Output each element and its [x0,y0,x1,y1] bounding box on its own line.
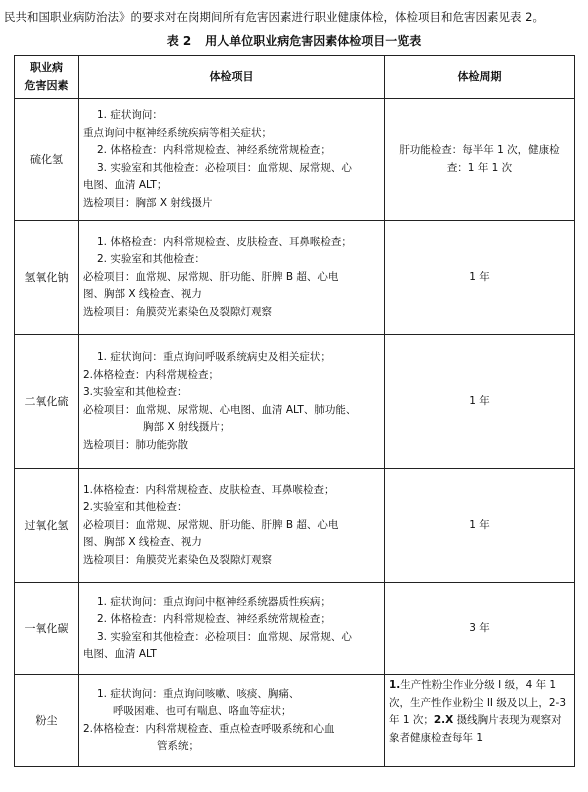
item-line: 2. 实验室和其他检查： [97,253,205,266]
item-line: 重点询问中枢神经系统疾病等相关症状； [83,126,272,139]
item-line: 1. 症状询问：重点询问中枢神经系统器质性疾病； [97,595,331,608]
header-factor-line1: 职业病 [30,61,63,74]
exam-items-table [14,55,575,767]
table-number: 表 2 [166,34,192,48]
item-line: 1. 症状询问：重点询问呼吸系统病史及相关症状； [97,351,331,363]
period-cell: 肝功能检查：每半年 1 次，健康检查：1 年 1 次 [385,99,575,221]
table-caption [0,33,588,49]
header-period: 体检周期 [385,56,575,99]
table-row [15,99,575,221]
item-line: 图、胸部 X 线检查、视力 [83,536,202,549]
item-line: 必检项目：血常规、尿常规、肝功能、肝脾 B 超、心电 [83,270,339,283]
item-line: 管系统； [157,740,199,752]
items-cell [79,583,385,675]
item-line: 2. 体格检查：内科常规检查、神经系统常规检查； [97,613,331,625]
factor-cell: 粉尘 [15,675,79,767]
period-num-2: 2.X [433,714,454,726]
item-line: 1.体格检查：内科常规检查、皮肤检查、耳鼻喉检查； [83,483,335,496]
item-line: 2.体格检查：内科常规检查、重点检查呼吸系统和心血 [83,722,335,735]
period-text-1: 生产性粉尘作业分级 I 级，4 年 1 次，生产性作业粉尘 II 级及以上，2-3 年 1 次； [389,679,567,726]
items-cell [79,335,385,469]
period-num-1: 1. [389,679,401,691]
item-line: 选检项目：角膜荧光素染色及裂隙灯观察 [83,553,272,566]
item-line: 1. 症状询问： [97,109,163,121]
item-line: 1. 体格检查：内科常规检查、皮肤检查、耳鼻喉检查； [97,235,352,248]
item-line: 呼吸困难、也可有喘息、咯血等症状； [113,705,292,717]
table-row [15,469,575,583]
table-row [15,221,575,335]
item-line: 电图、血清 ALT； [83,179,168,191]
item-line: 选检项目：角膜荧光素染色及裂隙灯观察 [83,305,272,318]
item-line: 图、胸部 X 线检查、视力 [83,288,202,301]
period-cell: 3 年 [385,583,575,675]
table-title: 用人单位职业病危害因素体检项目一览表 [205,34,422,48]
item-line: 2. 体格检查：内科常规检查、神经系统常规检查； [97,144,331,156]
period-cell: 1 年 [385,335,575,469]
item-line: 1. 症状询问：重点询问咳嗽、咳痰、胸痛、 [97,687,300,700]
item-line: 必检项目：血常规、尿常规、肝功能、肝脾 B 超、心电 [83,518,339,531]
item-line: 2.实验室和其他检查： [83,501,188,514]
table-row [15,675,575,767]
factor-cell: 二氧化硫 [15,335,79,469]
item-line: 选检项目：肺功能弥散 [83,438,188,451]
factor-cell: 一氧化碳 [15,583,79,675]
header-items: 体检项目 [79,56,385,99]
period-text-2: 摄线胸片表现为观察对象者健康检查每年 1 [389,714,562,744]
period-cell: 1 年 [385,221,575,335]
header-factor-line2: 危害因素 [24,79,69,92]
item-line: 选检项目：胸部 X 射线摄片 [83,196,213,209]
factor-cell: 硫化氢 [15,99,79,221]
factor-cell: 过氧化氢 [15,469,79,583]
item-line: 胸部 X 射线摄片； [143,421,231,433]
table-row [15,583,575,675]
item-line: 必检项目：血常规、尿常规、心电图、血清 ALT、肺功能、 [83,403,357,416]
item-line: 3.实验室和其他检查： [83,386,188,398]
items-cell [79,221,385,335]
table-row [15,335,575,469]
factor-cell: 氢氧化钠 [15,221,79,335]
item-line: 电图、血清 ALT [83,648,157,660]
item-line: 3. 实验室和其他检查：必检项目：血常规、尿常规、心 [97,161,352,174]
header-factor [15,56,79,99]
items-cell [79,469,385,583]
item-line: 3. 实验室和其他检查：必检项目：血常规、尿常规、心 [97,630,352,643]
period-cell: 1 年 [385,469,575,583]
intro-text: 民共和国职业病防治法》的要求对在岗期间所有危害因素进行职业健康体检，体检项目和危害因素见表 2。 [4,10,544,24]
table-header-row [15,56,575,99]
period-cell [385,675,575,767]
items-cell [79,99,385,221]
items-cell [79,675,385,767]
item-line: 2.体格检查：内科常规检查； [83,368,220,381]
